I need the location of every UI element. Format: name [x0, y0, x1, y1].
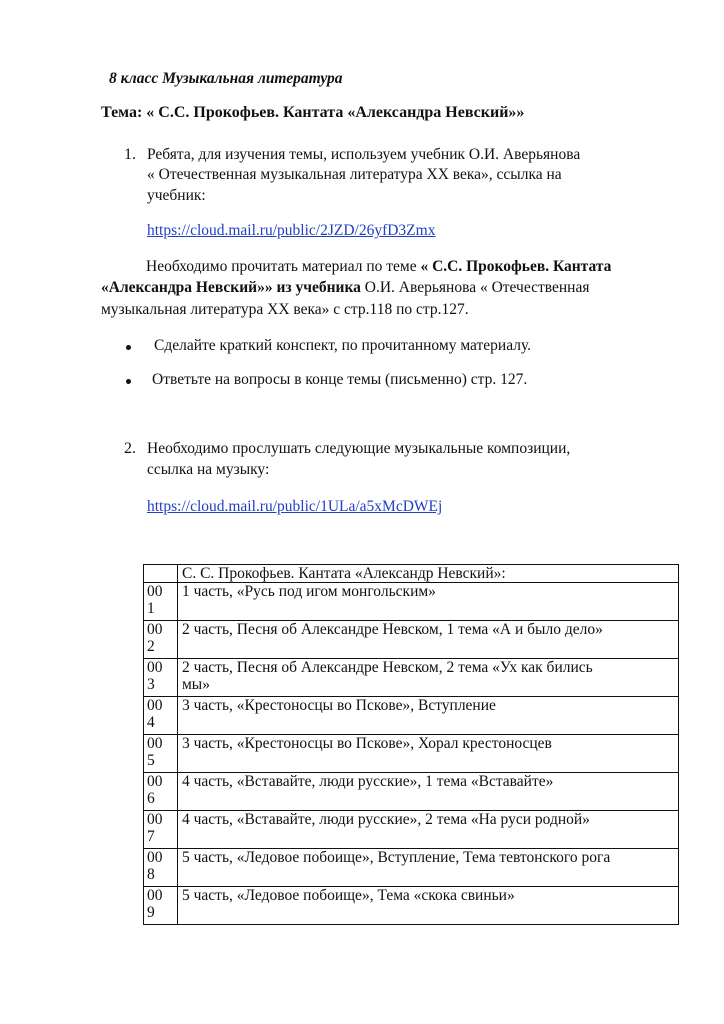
table-row	[144, 697, 679, 735]
section-2-line-2: ссылка на музыку:	[147, 461, 270, 478]
bullet-icon	[126, 345, 131, 350]
track-title: 4 часть, «Вставайте, люди русские», 1 тема «Вставайте»	[178, 773, 679, 811]
section-1-line-1: Ребята, для изучения темы, используем учебник О.И. Аверьянова	[147, 146, 581, 163]
textbook-link[interactable]: https://cloud.mail.ru/public/2JZD/26yfD3Zmx	[147, 222, 436, 239]
table-row	[144, 735, 679, 773]
track-code: 00 8	[144, 849, 178, 887]
track-title: 2 часть, Песня об Александре Невском, 1 тема «А и было дело»	[178, 621, 679, 659]
table-row	[144, 773, 679, 811]
table-header-row	[144, 565, 679, 583]
section-2-number: 2.	[124, 440, 136, 457]
reading-paragraph-line-3: музыкальная литература XX века» с стр.118 по стр.127.	[101, 301, 469, 318]
reading-paragraph-bold-title: « С.С. Прокофьев. Кантата	[420, 258, 612, 275]
track-title: 3 часть, «Крестоносцы во Пскове», Вступление	[178, 697, 679, 735]
track-code: 00 9	[144, 887, 178, 925]
track-title: 1 часть, «Русь под игом монгольским»	[178, 583, 679, 621]
track-title: 5 часть, «Ледовое побоище», Вступление, Тема тевтонского рога	[178, 849, 679, 887]
track-code: 00 7	[144, 811, 178, 849]
section-1-number: 1.	[124, 146, 136, 163]
reading-paragraph-text: О.И. Аверьянова « Отечественная	[360, 279, 590, 296]
music-link[interactable]: https://cloud.mail.ru/public/1ULa/a5xMcDWEj	[147, 498, 443, 515]
grade-subject-heading: 8 класс Музыкальная литература	[109, 70, 343, 87]
track-code: 00 1	[144, 583, 178, 621]
track-title: 3 часть, «Крестоносцы во Пскове», Хорал крестоносцев	[178, 735, 679, 773]
music-table	[143, 564, 679, 925]
table-row	[144, 849, 679, 887]
table-row	[144, 621, 679, 659]
reading-paragraph-line-2	[101, 280, 589, 296]
track-title: 4 часть, «Вставайте, люди русские», 2 тема «На руси родной»	[178, 811, 679, 849]
topic-heading: Тема: « С.С. Прокофьев. Кантата «Александра Невский»»	[101, 104, 525, 121]
bullet-icon	[126, 379, 131, 384]
task-bullet-1: Сделайте краткий конспект, по прочитанному материалу.	[154, 337, 532, 354]
track-code: 00 2	[144, 621, 178, 659]
track-code: 00 3	[144, 659, 178, 697]
track-code: 00 6	[144, 773, 178, 811]
table-row	[144, 887, 679, 925]
section-1-line-2: « Отечественная музыкальная литература XX века», ссылка на	[147, 166, 562, 183]
table-row	[144, 583, 679, 621]
reading-paragraph-bold-source: «Александра Невский»» из учебника	[101, 279, 361, 296]
reading-paragraph-text: Необходимо прочитать материал по теме	[146, 258, 421, 275]
track-title: 5 часть, «Ледовое побоище», Тема «скока свиньи»	[178, 887, 679, 925]
track-code: 00 5	[144, 735, 178, 773]
table-header-cell: С. С. Прокофьев. Кантата «Александр Невский»:	[178, 565, 679, 583]
reading-paragraph-line-1	[146, 259, 611, 275]
table-header-code-cell	[144, 565, 178, 583]
task-bullet-2: Ответьте на вопросы в конце темы (письменно) стр. 127.	[152, 371, 528, 388]
section-2-line-1: Необходимо прослушать следующие музыкальные композиции,	[147, 440, 571, 457]
track-code: 00 4	[144, 697, 178, 735]
section-1-line-3: учебник:	[147, 187, 206, 204]
table-row	[144, 811, 679, 849]
track-title: 2 часть, Песня об Александре Невском, 2 тема «Ух как бились мы»	[178, 659, 679, 697]
table-row	[144, 659, 679, 697]
